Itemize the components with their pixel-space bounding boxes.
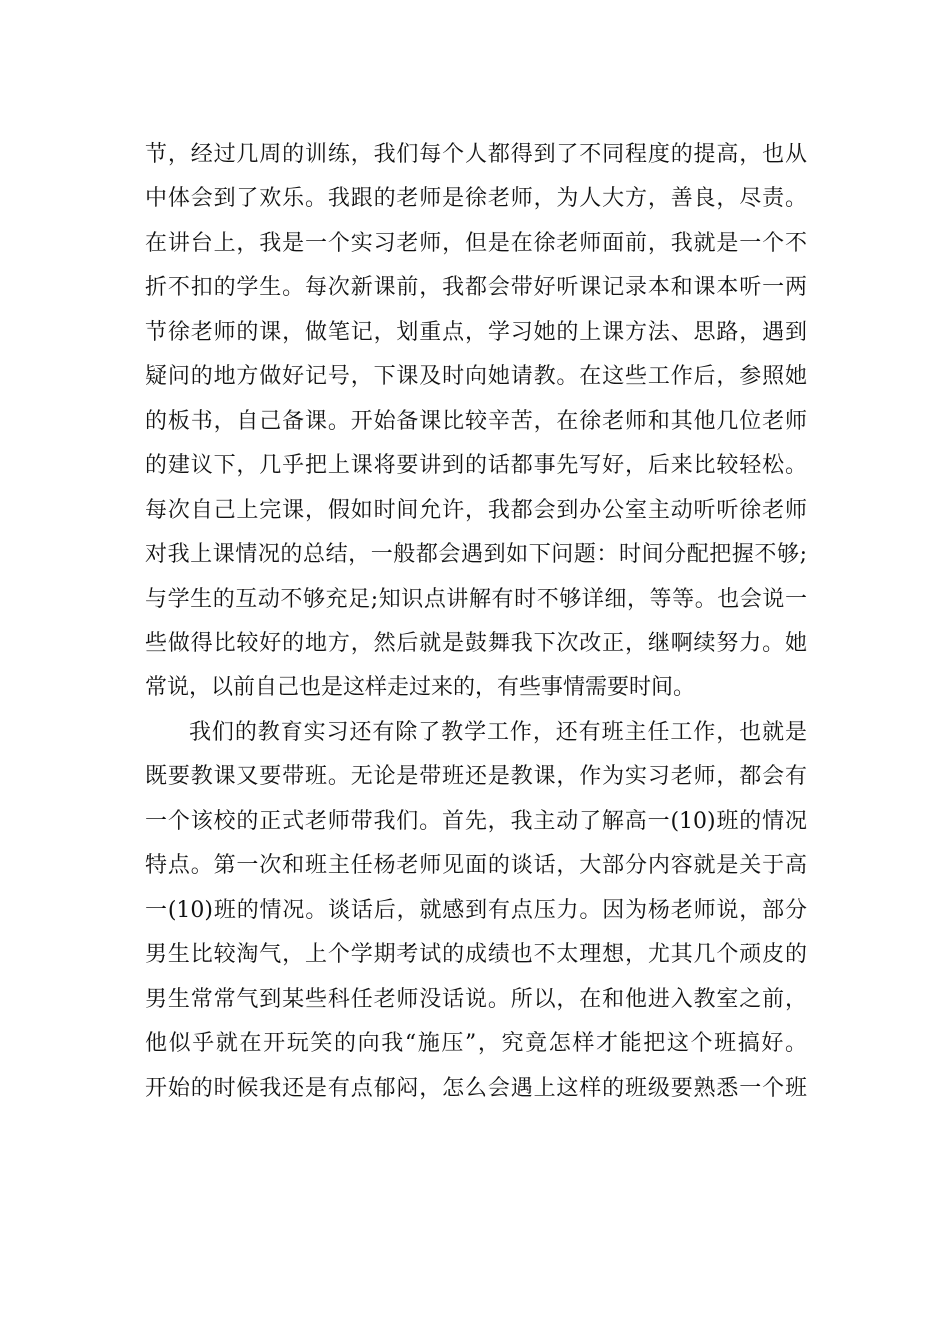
text-line: 折不扣的学生。每次新课前，我都会带好听课记录本和课本听一两 [145,275,807,301]
text-line: 特点。第一次和班主任杨老师见面的谈话，大部分内容就是关于高 [145,853,807,879]
text-line: 对我上课情况的总结，一般都会遇到如下问题：时间分配把握不够; [145,542,807,568]
text-line: 男生比较淘气，上个学期考试的成绩也不太理想，尤其几个顽皮的 [145,942,807,968]
text-line: 疑问的地方做好记号，下课及时向她请教。在这些工作后，参照她 [145,364,807,390]
text-line: 在讲台上，我是一个实习老师，但是在徐老师面前，我就是一个不 [145,230,807,256]
text-line: 既要教课又要带班。无论是带班还是教课，作为实习老师，都会有 [145,764,807,790]
document-body [145,133,807,1111]
text-line: 一(10)班的情况。谈话后，就感到有点压力。因为杨老师说，部分 [145,897,807,923]
text-line: 每次自己上完课，假如时间允许，我都会到办公室主动听听徐老师 [145,497,807,523]
text-line: 他似乎就在开玩笑的向我“施压”，究竟怎样才能把这个班搞好。 [145,1031,807,1057]
paragraph-2 [145,711,807,1111]
text-line: 节，经过几周的训练，我们每个人都得到了不同程度的提高，也从 [145,142,807,167]
text-line: 的建议下，几乎把上课将要讲到的话都事先写好，后来比较轻松。 [145,453,807,479]
text-line: 我们的教育实习还有除了教学工作，还有班主任工作，也就是 [189,719,807,745]
text-line: 些做得比较好的地方，然后就是鼓舞我下次改正，继啊续努力。她 [145,630,807,656]
text-line: 的板书，自己备课。开始备课比较辛苦，在徐老师和其他几位老师 [145,408,807,434]
text-line: 开始的时候我还是有点郁闷，怎么会遇上这样的班级要熟悉一个班 [145,1075,807,1101]
paragraph-1 [145,133,807,711]
text-line: 一个该校的正式老师带我们。首先，我主动了解高一(10)班的情况 [145,808,807,834]
text-line: 中体会到了欢乐。我跟的老师是徐老师，为人大方，善良，尽责。 [145,186,807,212]
text-line: 节徐老师的课，做笔记，划重点，学习她的上课方法、思路，遇到 [145,319,807,345]
text-line: 常说，以前自己也是这样走过来的，有些事情需要时间。 [145,675,696,701]
text-line: 与学生的互动不够充足;知识点讲解有时不够详细，等等。也会说一 [145,586,807,612]
text-line: 男生常常气到某些科任老师没话说。所以，在和他进入教室之前， [145,986,807,1012]
